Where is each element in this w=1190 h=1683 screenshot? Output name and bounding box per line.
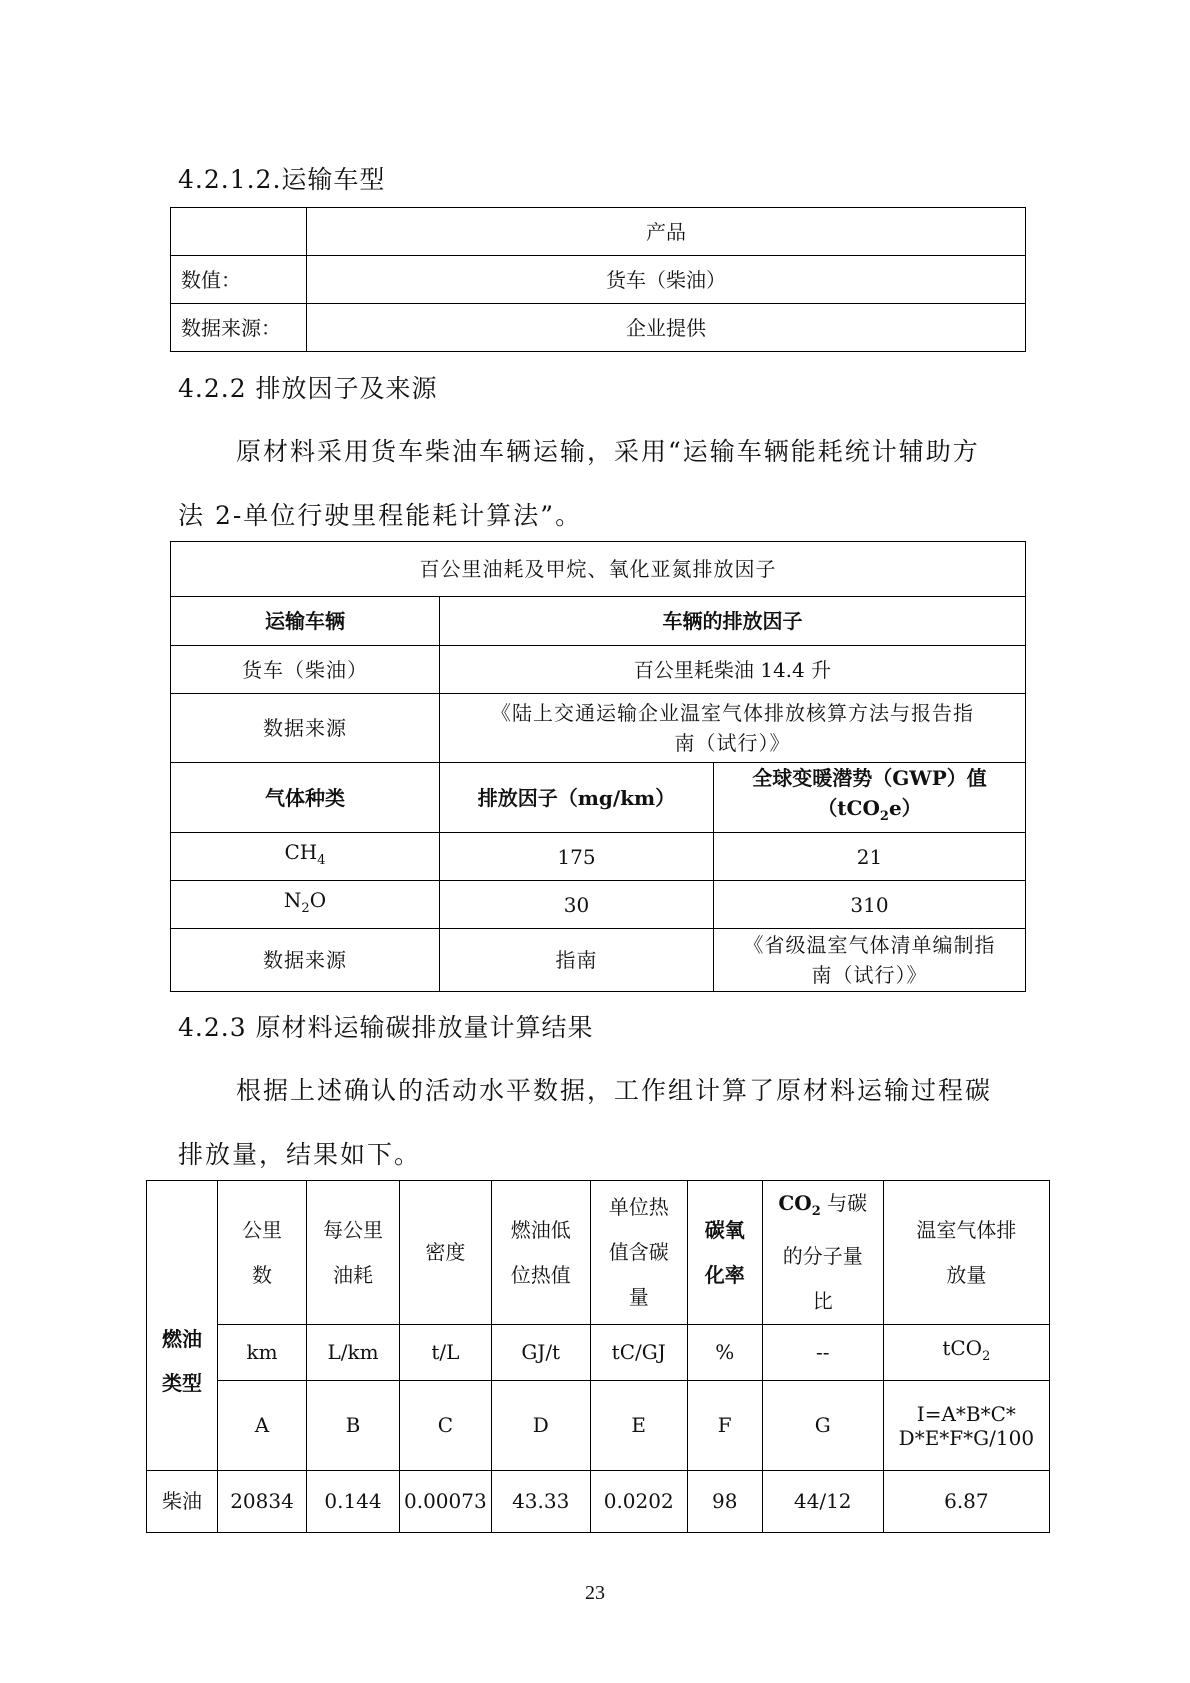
- product-header: 产品: [307, 208, 1026, 256]
- source2-gwp-line-1: 《省级温室气体清单编制指: [743, 933, 996, 957]
- page-number: 23: [585, 1582, 605, 1604]
- header-fuel-per-km-line-1: 每公里: [323, 1217, 383, 1242]
- gas-formula-sub: 2: [301, 901, 310, 916]
- source2-gwp: [714, 929, 1026, 992]
- header-oxidation-line-1: 碳氧: [704, 1217, 745, 1242]
- paragraph-2-line-2: 排放量，结果如下。: [178, 1140, 422, 1169]
- formula-cell: [883, 1381, 1049, 1471]
- header-carbon-content-line-3: 量: [628, 1285, 649, 1309]
- header-km-line-1: 公里: [242, 1217, 282, 1242]
- co2-text: CO: [778, 1191, 812, 1215]
- gwp-unit-pre: （tCO: [817, 796, 880, 820]
- source2-ef: 指南: [440, 929, 714, 992]
- header-density-line-1: 密度: [425, 1240, 466, 1264]
- transport-emission-result-table: [146, 1180, 1050, 1533]
- gas-name-n2o: [171, 881, 440, 929]
- unit-ratio: --: [762, 1325, 883, 1381]
- header-km-line-2: 数: [252, 1262, 272, 1287]
- unit-l-per-km: L/km: [307, 1325, 400, 1381]
- gwp-header-line-1: 全球变暖潜势（GWP）值: [752, 766, 987, 790]
- source-line-2: 南（试行）》: [674, 731, 791, 755]
- source-label-cell: 数据来源: [171, 694, 440, 763]
- gas-ef-ch4: 175: [440, 833, 714, 881]
- symbol-b: B: [307, 1381, 400, 1471]
- gas-header: 气体种类: [171, 763, 440, 833]
- gas-name-ch4: [171, 833, 440, 881]
- header-fuel-per-km-line-2: 油耗: [333, 1262, 373, 1287]
- header-ghg-line-1: 温室气体排: [916, 1217, 1017, 1242]
- header-carbon-content-line-1: 单位热: [608, 1195, 669, 1219]
- gas-formula-tail: O: [309, 888, 327, 912]
- value-km: 20834: [218, 1471, 307, 1533]
- section-heading-4-2-2: 4.2.2 排放因子及来源: [178, 374, 438, 403]
- formula-line-2: D*E*F*G/100: [898, 1425, 1035, 1450]
- gwp-unit-post: e）: [888, 796, 922, 820]
- symbol-g: G: [762, 1381, 883, 1471]
- symbol-d: D: [491, 1381, 590, 1471]
- section-heading-4-2-1-2: 4.2.1.2.运输车型: [178, 165, 386, 194]
- gwp-header: [714, 763, 1026, 833]
- value-density: 0.00073: [400, 1471, 492, 1533]
- header-molecular-ratio: [762, 1181, 883, 1325]
- header-ncv-line-1: 燃油低: [510, 1217, 571, 1242]
- col-vehicle-header: 运输车辆: [171, 597, 440, 646]
- header-ghg-emission: [883, 1181, 1049, 1325]
- gas-formula: CH: [284, 840, 318, 864]
- symbol-a: A: [218, 1381, 307, 1471]
- gas-gwp-n2o: 310: [714, 881, 1026, 929]
- source2-gwp-line-2: 南（试行）》: [811, 963, 928, 987]
- section-heading-4-2-3: 4.2.3 原材料运输碳排放量计算结果: [178, 1013, 594, 1042]
- header-ncv-line-2: 位热值: [510, 1262, 571, 1287]
- header-ncv: [491, 1181, 590, 1325]
- vehicle-cell: 货车（柴油）: [171, 646, 440, 694]
- gas-ef-n2o: 30: [440, 881, 714, 929]
- header-density: [400, 1181, 492, 1325]
- unit-tco2: [883, 1325, 1049, 1381]
- unit-tc-per-gj: tC/GJ: [590, 1325, 687, 1381]
- header-fuel-per-km: [307, 1181, 400, 1325]
- value-ncv: 43.33: [491, 1471, 590, 1533]
- ef-header: 排放因子（mg/km）: [440, 763, 714, 833]
- value-cell: 货车（柴油）: [307, 256, 1026, 304]
- header-molecular-ratio-line-3: 比: [812, 1289, 833, 1313]
- gwp-header-line-2: [718, 793, 1021, 832]
- unit-tco2-text: tCO: [942, 1336, 983, 1360]
- source2-label: 数据来源: [171, 929, 440, 992]
- header-carbon-content-line-2: 值含碳: [608, 1240, 669, 1264]
- symbol-e: E: [590, 1381, 687, 1471]
- value-fuel-per-km: 0.144: [307, 1471, 400, 1533]
- value-oxidation: 98: [687, 1471, 762, 1533]
- paragraph-1-line-1: 原材料采用货车柴油车辆运输，采用“运输车辆能耗统计辅助方: [236, 437, 980, 466]
- value-label: 数值：: [171, 256, 307, 304]
- paragraph-1-line-2: 法 2-单位行驶里程能耗计算法”。: [178, 501, 583, 530]
- value-carbon-content: 0.0202: [590, 1471, 687, 1533]
- source-label: 数据来源：: [171, 304, 307, 352]
- co2-post: 与碳: [820, 1191, 868, 1215]
- emission-factor-table: [170, 541, 1026, 992]
- unit-t-per-l: t/L: [400, 1325, 492, 1381]
- header-km: [218, 1181, 307, 1325]
- col-factor-header: 车辆的排放因子: [440, 597, 1026, 646]
- fuel-diesel: 柴油: [147, 1471, 218, 1533]
- header-molecular-ratio-line-1: [767, 1181, 879, 1234]
- source-cell: [440, 694, 1026, 763]
- gas-formula: N: [283, 888, 302, 912]
- unit-percent: %: [687, 1325, 762, 1381]
- fuel-type-header: [147, 1181, 218, 1471]
- symbol-c: C: [400, 1381, 492, 1471]
- co2-sub: 2: [811, 1204, 821, 1219]
- empty-header-cell: [171, 208, 307, 256]
- vehicle-type-table: [170, 207, 1026, 352]
- header-molecular-ratio-line-2: 的分子量: [782, 1244, 863, 1268]
- unit-tco2-sub: 2: [982, 1349, 991, 1364]
- header-oxidation-rate: [687, 1181, 762, 1325]
- vehicle-factor-cell: 百公里耗柴油 14.4 升: [440, 646, 1026, 694]
- source-cell: 企业提供: [307, 304, 1026, 352]
- header-carbon-content: [590, 1181, 687, 1325]
- emission-table-title: 百公里油耗及甲烷、氧化亚氮排放因子: [171, 542, 1026, 597]
- symbol-f: F: [687, 1381, 762, 1471]
- source-line-1: 《陆上交通运输企业温室气体排放核算方法与报告指: [491, 701, 974, 725]
- paragraph-2-line-1: 根据上述确认的活动水平数据，工作组计算了原材料运输过程碳: [236, 1076, 993, 1105]
- unit-km: km: [218, 1325, 307, 1381]
- unit-gj-per-t: GJ/t: [491, 1325, 590, 1381]
- header-oxidation-line-2: 化率: [704, 1262, 745, 1287]
- fuel-type-line-2: 类型: [162, 1370, 202, 1395]
- formula-line-1: I=A*B*C*: [916, 1401, 1016, 1426]
- gas-gwp-ch4: 21: [714, 833, 1026, 881]
- gas-formula-sub: 4: [317, 853, 326, 868]
- header-ghg-line-2: 放量: [946, 1262, 987, 1287]
- gwp-unit-sub: 2: [879, 809, 889, 824]
- value-ratio: 44/12: [762, 1471, 883, 1533]
- fuel-type-line-1: 燃油: [162, 1326, 202, 1351]
- value-emission: 6.87: [883, 1471, 1049, 1533]
